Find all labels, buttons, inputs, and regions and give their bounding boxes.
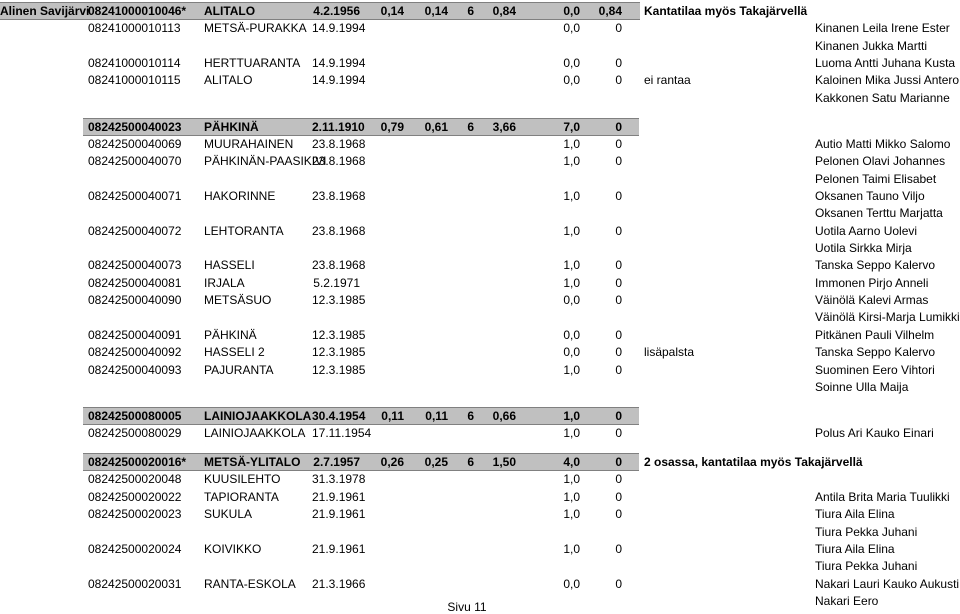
property-name: METSÄ-PURAKKA [204, 21, 307, 35]
table-row [0, 135, 960, 153]
area-5: 0 [615, 224, 622, 238]
page-footer: Sivu 11 [447, 600, 487, 614]
property-id: 08242500040090 [88, 293, 182, 307]
note: lisäpalsta [644, 345, 695, 359]
table-row [0, 89, 960, 107]
share: 6 [467, 120, 474, 134]
area-5: 0 [615, 472, 622, 486]
register-date: 2.7.1957 [313, 455, 360, 469]
area-4: 0,0 [563, 577, 580, 591]
register-date: 17.11.1954 [312, 426, 372, 440]
owner-name: Pitkänen Pauli Vilhelm [815, 328, 935, 342]
area-4: 1,0 [563, 224, 580, 238]
register-date: 12.3.1985 [312, 328, 366, 342]
area-5: 0 [615, 276, 622, 290]
register-date: 21.9.1961 [312, 507, 366, 521]
register-date: 23.8.1968 [312, 189, 366, 203]
property-id: 08241000010046* [88, 4, 187, 18]
area-5: 0 [615, 258, 622, 272]
note: ei rantaa [644, 73, 691, 87]
area-5: 0 [615, 426, 622, 440]
table-row [0, 470, 960, 488]
register-date: 31.3.1978 [312, 472, 366, 486]
register-date: 4.2.1956 [313, 4, 360, 18]
area-4: 1,0 [563, 426, 580, 440]
register-date: 14.9.1994 [312, 21, 366, 35]
owner-name: Väinölä Kirsi-Marja Lumikki [815, 310, 960, 324]
area-5: 0 [615, 137, 622, 151]
register-date: 23.8.1968 [312, 154, 366, 168]
owner-name: Pelonen Taimi Elisabet [815, 172, 937, 186]
property-id: 08242500020016* [88, 455, 187, 469]
area-4: 4,0 [563, 455, 580, 469]
area-4: 0,0 [563, 328, 580, 342]
property-name: RANTA-ESKOLA [204, 577, 296, 591]
table-row [0, 204, 960, 222]
table-row [0, 453, 960, 471]
table-row [0, 71, 960, 89]
property-id: 08241000010115 [88, 73, 181, 87]
table-row [0, 170, 960, 188]
area-1: 0,11 [381, 409, 404, 423]
area-1: 0,14 [380, 4, 404, 18]
area-4: 1,0 [563, 258, 580, 272]
property-id: 08242500020048 [88, 472, 182, 486]
owner-name: Autio Matti Mikko Salomo [815, 137, 951, 151]
area-4: 1,0 [563, 472, 580, 486]
area-4: 1,0 [563, 409, 580, 423]
area-4: 0,0 [563, 4, 580, 18]
property-name: IRJALA [204, 276, 245, 290]
property-name: HASSELI [204, 258, 255, 272]
property-name: KUUSILEHTO [204, 472, 281, 486]
register-date: 23.8.1968 [312, 258, 366, 272]
table-row [0, 424, 960, 442]
table-row [0, 523, 960, 541]
area-5: 0 [615, 542, 622, 556]
table-row [0, 118, 960, 136]
owner-name: Tanska Seppo Kalervo [815, 345, 936, 359]
register-date: 14.9.1994 [312, 56, 366, 70]
owner-name: Oksanen Terttu Marjatta [815, 206, 943, 220]
owner-name: Kinanen Leila Irene Ester [815, 21, 950, 35]
table-row [0, 407, 960, 425]
table-row [0, 540, 960, 558]
property-id: 08242500040081 [88, 276, 182, 290]
area-2: 0,61 [424, 120, 448, 134]
area-4: 0,0 [563, 293, 580, 307]
area-3: 3,66 [492, 120, 516, 134]
table-row [0, 505, 960, 523]
register-date: 21.3.1966 [312, 577, 366, 591]
table-row [0, 343, 960, 361]
area-1: 0,79 [380, 120, 404, 134]
table-row [0, 256, 960, 274]
area-4: 1,0 [563, 154, 580, 168]
owner-name: Tanska Seppo Kalervo [815, 258, 936, 272]
area-4: 0,0 [563, 345, 580, 359]
area-4: 1,0 [563, 276, 580, 290]
area-5: 0 [615, 73, 622, 87]
area-4: 1,0 [563, 507, 580, 521]
area-4: 0,0 [563, 73, 580, 87]
owner-name: Uotila Sirkka Mirja [815, 241, 912, 255]
area-5: 0 [615, 455, 622, 469]
property-name: PAJURANTA [204, 363, 274, 377]
table-row [0, 378, 960, 396]
property-id: 08242500080005 [88, 409, 182, 423]
property-id: 08242500040069 [88, 137, 182, 151]
owner-name: Luoma Antti Juhana Kusta [815, 56, 956, 70]
register-date: 12.3.1985 [312, 345, 366, 359]
register-date: 12.3.1985 [312, 293, 366, 307]
property-name: LAINIOJAAKKOLA [204, 409, 312, 423]
owner-name: Kakkonen Satu Marianne [815, 91, 950, 105]
table-row [0, 19, 960, 37]
property-id: 08242500040072 [88, 224, 182, 238]
register-date: 5.2.1971 [313, 276, 360, 290]
area-4: 1,0 [563, 542, 580, 556]
owner-name: Suominen Eero Vihtori [815, 363, 935, 377]
owner-name: Pelonen Olavi Johannes [815, 154, 946, 168]
area-3: 1,50 [492, 455, 516, 469]
property-name: METSÄ-YLITALO [204, 455, 301, 469]
owner-name: Tiura Aila Elina [815, 542, 895, 556]
table-row [0, 54, 960, 72]
table-row [0, 222, 960, 240]
owner-name: Tiura Aila Elina [815, 507, 895, 521]
owner-name: Kinanen Jukka Martti [815, 39, 928, 53]
area-2: 0,14 [424, 4, 448, 18]
owner-name: Nakari Lauri Kauko Aukusti [815, 577, 960, 591]
property-id: 08242500080029 [88, 426, 182, 440]
area-5: 0,84 [598, 4, 622, 18]
register-date: 12.3.1985 [312, 363, 366, 377]
area-5: 0 [615, 120, 622, 134]
area-4: 1,0 [563, 490, 580, 504]
property-name: SUKULA [204, 507, 253, 521]
area-1: 0,26 [380, 455, 404, 469]
area-5: 0 [615, 490, 622, 504]
owner-name: Kaloinen Mika Jussi Antero [815, 73, 960, 87]
area-4: 1,0 [563, 363, 580, 377]
area-5: 0 [615, 154, 622, 168]
property-name: LAINIOJAAKKOLA [204, 426, 306, 440]
register-date: 2.11.1910 [312, 120, 365, 134]
area-3: 0,66 [492, 409, 516, 423]
note: Kantatilaa myös Takajärvellä [644, 4, 808, 18]
owner-name: Polus Ari Kauko Einari [815, 426, 934, 440]
owner-name: Antila Brita Maria Tuulikki [815, 490, 950, 504]
share: 6 [467, 4, 474, 18]
property-id: 08242500040070 [88, 154, 182, 168]
table-row [0, 326, 960, 344]
property-id: 08242500020023 [88, 507, 182, 521]
area-5: 0 [615, 577, 622, 591]
property-id: 08242500020031 [88, 577, 182, 591]
table-row [0, 37, 960, 55]
register-date: 21.9.1961 [312, 490, 366, 504]
property-name: ALITALO [204, 73, 253, 87]
property-name: METSÄSUO [204, 293, 272, 307]
property-name: ALITALO [204, 4, 256, 18]
area-5: 0 [615, 345, 622, 359]
table-row [0, 2, 960, 20]
table-row [0, 152, 960, 170]
property-name: HASSELI 2 [204, 345, 265, 359]
register-date: 23.8.1968 [312, 224, 366, 238]
table-row [0, 575, 960, 593]
property-id: 08242500040023 [88, 120, 182, 134]
property-id: 08241000010113 [88, 21, 181, 35]
table-row [0, 308, 960, 326]
property-name: TAPIORANTA [204, 490, 279, 504]
area-3: 0,84 [492, 4, 516, 18]
register-date: 30.4.1954 [312, 409, 366, 423]
location-label: Alinen Savijärvi [0, 4, 90, 18]
property-name: PÄHKINÄ [204, 328, 257, 342]
area-5: 0 [615, 189, 622, 203]
register-date: 21.9.1961 [312, 542, 366, 556]
share: 6 [467, 455, 474, 469]
share: 6 [467, 409, 474, 423]
property-id: 08242500020024 [88, 542, 182, 556]
area-4: 0,0 [563, 56, 580, 70]
property-name: MUURAHAINEN [204, 137, 294, 151]
property-name: HERTTUARANTA [204, 56, 301, 70]
area-4: 0,0 [563, 21, 580, 35]
property-id: 08241000010114 [88, 56, 181, 70]
property-id: 08242500040093 [88, 363, 182, 377]
property-id: 08242500020022 [88, 490, 182, 504]
owner-name: Soinne Ulla Maija [815, 380, 909, 394]
property-name: PÄHKINÄ [204, 120, 259, 134]
register-date: 14.9.1994 [312, 73, 366, 87]
area-5: 0 [615, 21, 622, 35]
property-name: KOIVIKKO [204, 542, 262, 556]
owner-name: Uotila Aarno Uolevi [815, 224, 918, 238]
property-id: 08242500040091 [88, 328, 182, 342]
area-2: 0,25 [424, 455, 448, 469]
area-5: 0 [615, 409, 622, 423]
register-date: 23.8.1968 [312, 137, 366, 151]
owner-name: Immonen Pirjo Anneli [815, 276, 929, 290]
area-4: 1,0 [563, 137, 580, 151]
table-row [0, 361, 960, 379]
table-row [0, 187, 960, 205]
area-2: 0,11 [425, 409, 448, 423]
owner-name: Väinölä Kalevi Armas [815, 293, 929, 307]
property-id: 08242500040071 [88, 189, 182, 203]
table-row [0, 274, 960, 292]
property-name: PÄHKINÄN-PAASIKIVI [204, 154, 327, 168]
property-id: 08242500040073 [88, 258, 182, 272]
area-5: 0 [615, 507, 622, 521]
area-4: 1,0 [563, 189, 580, 203]
area-5: 0 [615, 328, 622, 342]
note: 2 osassa, kantatilaa myös Takajärvellä [644, 455, 863, 469]
area-5: 0 [615, 56, 622, 70]
property-name: LEHTORANTA [204, 224, 284, 238]
property-id: 08242500040092 [88, 345, 182, 359]
area-5: 0 [615, 363, 622, 377]
owner-name: Tiura Pekka Juhani [815, 525, 918, 539]
table-row [0, 239, 960, 257]
area-5: 0 [615, 293, 622, 307]
table-row [0, 488, 960, 506]
owner-name: Tiura Pekka Juhani [815, 559, 918, 573]
table-row [0, 291, 960, 309]
owner-name: Oksanen Tauno Viljo [815, 189, 925, 203]
area-4: 7,0 [563, 120, 580, 134]
property-name: HAKORINNE [204, 189, 276, 203]
table-row [0, 557, 960, 575]
owner-name: Nakari Eero [815, 594, 879, 608]
